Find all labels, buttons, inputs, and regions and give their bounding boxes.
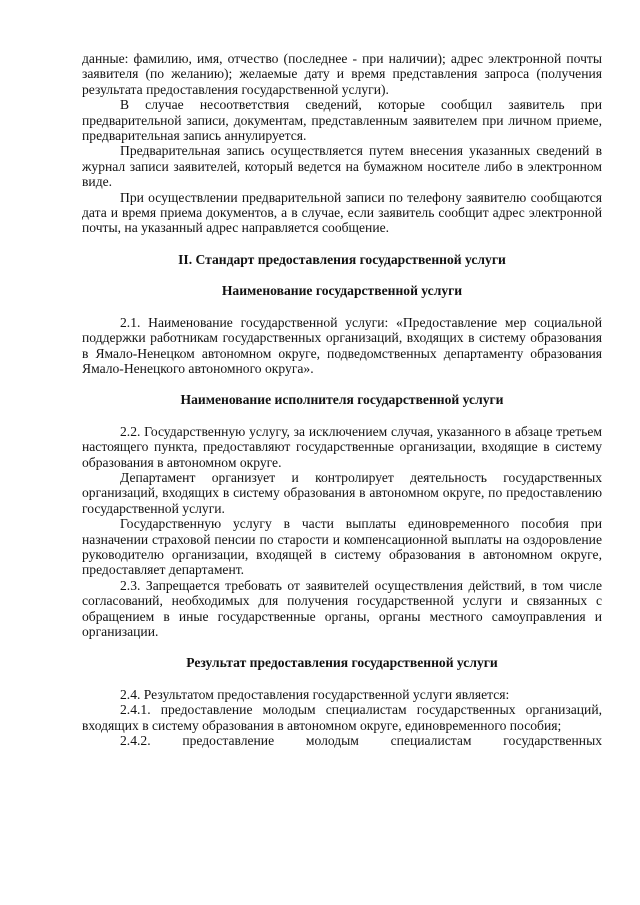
spacer <box>82 408 602 424</box>
paragraph-mismatch: В случае несоответствия сведений, которые сообщил заявитель при предварительной записи, документам, представленным заявителем при личном приеме, предварительная запись аннулируется. <box>82 97 602 144</box>
section-title: II. Стандарт предоставления государственной услуги <box>178 251 506 267</box>
spacer <box>82 671 602 687</box>
spacer <box>82 639 602 655</box>
paragraph-department: Департамент организует и контролирует деятельность государственных организаций, входящих в систему образования в автономном округе, по предоставлению государственной услуги. <box>82 469 602 516</box>
paragraph-2-4-2: 2.4.2. предоставление молодым специалистам государственных <box>120 733 602 749</box>
heading-service-executor: Наименование исполнителя государственной услуги <box>180 392 504 408</box>
paragraph-2-1: 2.1. Наименование государственной услуги: «Предоставление мер социальной поддержки работникам государственных организаций, входящих в систему образования в Ямало-Ненецком автономном округе, подведомственных департаменту образования Ямало-Ненецкого автономного округа». <box>82 314 602 376</box>
spacer <box>82 267 602 283</box>
paragraph-personal-data: данные: фамилию, имя, отчество (последнее - при наличии); адрес электронной почты заявителя (по желанию); желаемые дату и время представления запроса (получения результата предоставления государственной услуги). <box>82 51 602 97</box>
heading-service-result: Результат предоставления государственной услуги <box>186 655 498 671</box>
document-page <box>82 51 602 748</box>
paragraph-journal: Предварительная запись осуществляется путем внесения указанных сведений в журнал записи заявителей, который ведется на бумажном носителе либо в электронном виде. <box>82 143 602 190</box>
heading-service-name: Наименование государственной услуги <box>221 283 463 299</box>
paragraph-2-3: 2.3. Запрещается требовать от заявителей осуществления действий, в том числе согласований, необходимых для получения государственной услуги и связанных с обращением в иные государственные органы, органы местного самоуправления и организации. <box>82 577 602 639</box>
spacer <box>82 236 602 252</box>
spacer <box>82 299 602 315</box>
spacer <box>82 376 602 392</box>
paragraph-2-2: 2.2. Государственную услугу, за исключением случая, указанного в абзаце третьем настоящего пункта, предоставляют государственные организации, входящие в систему образования в автономном округе. <box>82 423 602 470</box>
paragraph-department-part: Государственную услугу в части выплаты единовременного пособия при назначении страховой пенсии по старости и компенсационной выплаты на оздоровление руководителю организации, входящей в систему образования в автономном округе, предоставляет департамент. <box>82 516 602 578</box>
paragraph-phone-booking: При осуществлении предварительной записи по телефону заявителю сообщаются дата и время приема документов, а в случае, если заявитель сообщит адрес электронной почты, на указанный адрес направляется сообщение. <box>82 189 602 236</box>
paragraph-2-4: 2.4. Результатом предоставления государственной услуги является: <box>120 686 510 702</box>
paragraph-2-4-1: 2.4.1. предоставление молодым специалистам государственных организаций, входящих в систему образования в автономном округе, единовременного пособия; <box>82 702 602 733</box>
